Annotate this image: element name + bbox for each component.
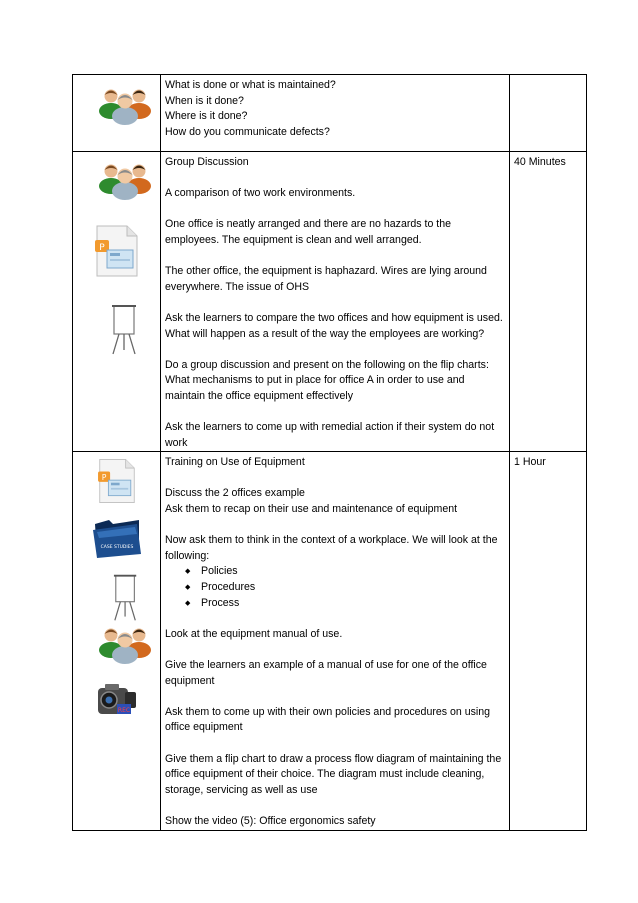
list-item: ◆ Procedures [185, 580, 505, 596]
activity-heading: Training on Use of Equipment [165, 456, 305, 469]
flip-chart-icon [110, 302, 140, 358]
lesson-plan-table [72, 74, 587, 831]
activity-text: What will happen as a result of the way the employees are working? [165, 327, 485, 340]
activity-text: Now ask them to think in the context of a workplace. We will look at the following: [165, 534, 498, 562]
activity-text: Look at the equipment manual of use. [165, 627, 343, 640]
group-people-icon [95, 620, 155, 666]
activity-text: Ask the learners to come up with remedial action if their system do not work [165, 421, 495, 449]
folder-label: CASE STUDIES [100, 545, 134, 551]
list-item: ◆ Process [185, 596, 505, 612]
resource-cell [73, 452, 161, 830]
activity-text: One office is neatly arranged and there are no hazards to the employees. The equipment is clean and well arranged. [165, 218, 452, 246]
time-cell [510, 152, 587, 452]
activity-text: Do a group discussion and present on the following on the flip charts: [165, 358, 489, 371]
activity-text: Show the video (5): Office ergonomics safety [165, 814, 376, 827]
rec-label: REC [117, 707, 131, 715]
activity-text: Discuss the 2 offices example [165, 487, 305, 500]
resource-cell [73, 75, 161, 152]
table-row [73, 75, 587, 152]
presentation-slide-icon [93, 456, 141, 506]
activity-text: When is it done? [165, 94, 244, 107]
resource-cell [73, 152, 161, 452]
activity-cell [161, 452, 510, 830]
group-people-icon [95, 156, 155, 202]
group-people-icon [95, 81, 155, 127]
activity-text: What mechanisms to put in place for office A in order to use and maintain the office equipment effectively [165, 374, 465, 402]
activity-text: Ask the learners to compare the two offices and how equipment is used. [165, 311, 503, 324]
table-row [73, 452, 587, 830]
activity-text: How do you communicate defects? [165, 125, 330, 138]
activity-text: The other office, the equipment is haphazard. Wires are lying around everywhere. The issue of OHS [165, 265, 487, 293]
table-row [73, 152, 587, 452]
video-camera-icon [95, 680, 139, 722]
activity-text: Where is it done? [165, 110, 248, 123]
activity-text: What is done or what is maintained? [165, 79, 336, 91]
duration-text: 40 Minutes [514, 156, 566, 168]
duration-text: 1 Hour [514, 456, 546, 469]
activity-cell [161, 75, 510, 152]
list-item: ◆ Policies [185, 564, 505, 580]
presentation-slide-icon [93, 222, 141, 280]
bullet-list [165, 564, 505, 611]
activity-cell [161, 152, 510, 452]
time-cell [510, 452, 587, 830]
activity-text: Give them a flip chart to draw a process flow diagram of maintaining the office equipment of their choice. The diagram must include cleaning, storage, servicing as well as use [165, 752, 502, 796]
activity-heading: Group Discussion [165, 156, 249, 168]
activity-text: Give the learners an example of a manual of use for one of the office equipment [165, 659, 487, 687]
case-studies-folder-icon [91, 514, 143, 558]
flip-chart-icon [111, 572, 141, 624]
time-cell [510, 75, 587, 152]
activity-text: A comparison of two work environments. [165, 187, 356, 200]
activity-text: Ask them to come up with their own policies and procedures on using office equipment [165, 705, 491, 734]
activity-text: Ask them to recap on their use and maintenance of equipment [165, 503, 458, 516]
